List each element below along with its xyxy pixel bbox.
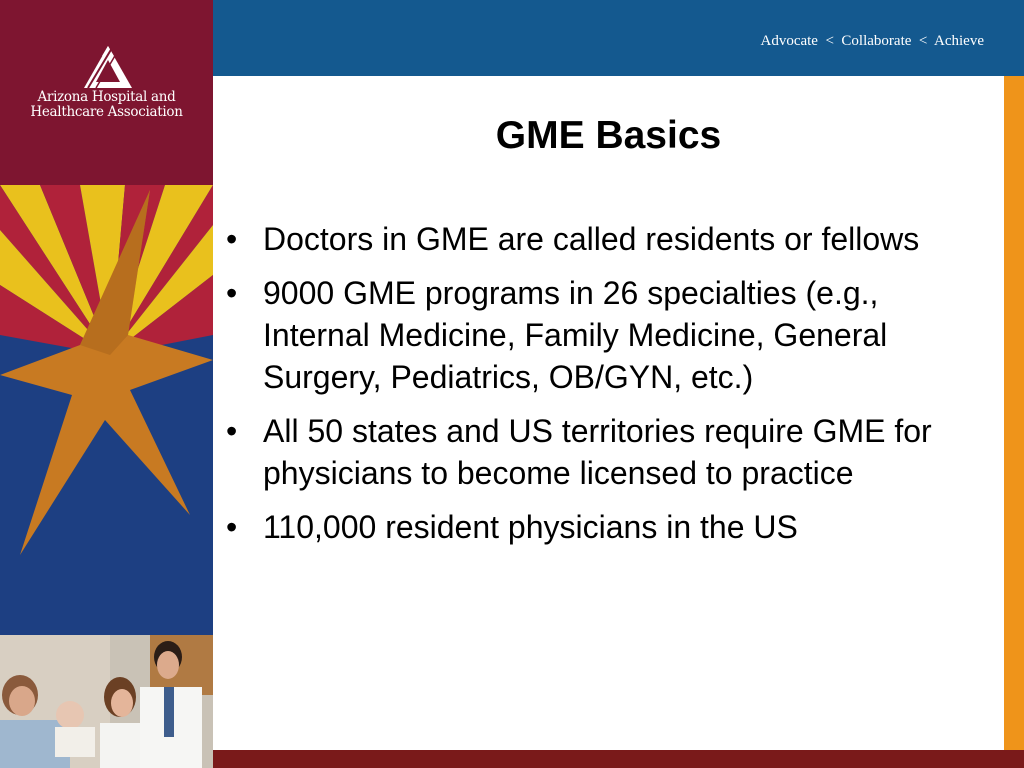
bullet-text: 9000 GME programs in 26 specialties (e.g., Internal Medicine, Family Medicine, General Surgery, Pediatrics, OB/GYN, etc.) [263, 275, 888, 395]
logo-text-line2: Healthcare Association [30, 104, 183, 120]
bullet-list [226, 218, 986, 560]
logo-text-line1: Arizona Hospital and [37, 89, 176, 105]
bullet-dot-icon: • [226, 221, 238, 257]
association-logo [0, 0, 213, 185]
bullet-dot-icon: • [226, 275, 238, 311]
bullet-item [226, 506, 986, 548]
arizona-flag-graphic [0, 185, 213, 635]
bullet-text: All 50 states and US territories require GME for physicians to become licensed to practice [263, 413, 932, 491]
bullet-item [226, 272, 986, 398]
bullet-item [226, 218, 986, 260]
bottom-accent-bar [213, 750, 1024, 768]
triangle-logo-icon [82, 44, 134, 90]
bullet-dot-icon: • [226, 413, 238, 449]
header-tagline: Advocate < Collaborate < Achieve [760, 33, 984, 49]
doctors-photo [0, 635, 213, 768]
bullet-dot-icon: • [226, 509, 238, 545]
slide-title: GME Basics [495, 114, 722, 157]
right-accent-stripe [1004, 76, 1024, 752]
bullet-item [226, 410, 986, 494]
left-decorative-panel [0, 0, 213, 768]
bullet-text: Doctors in GME are called residents or fellows [263, 221, 920, 257]
bullet-text: 110,000 resident physicians in the US [263, 509, 798, 545]
header-bar [213, 0, 1024, 76]
